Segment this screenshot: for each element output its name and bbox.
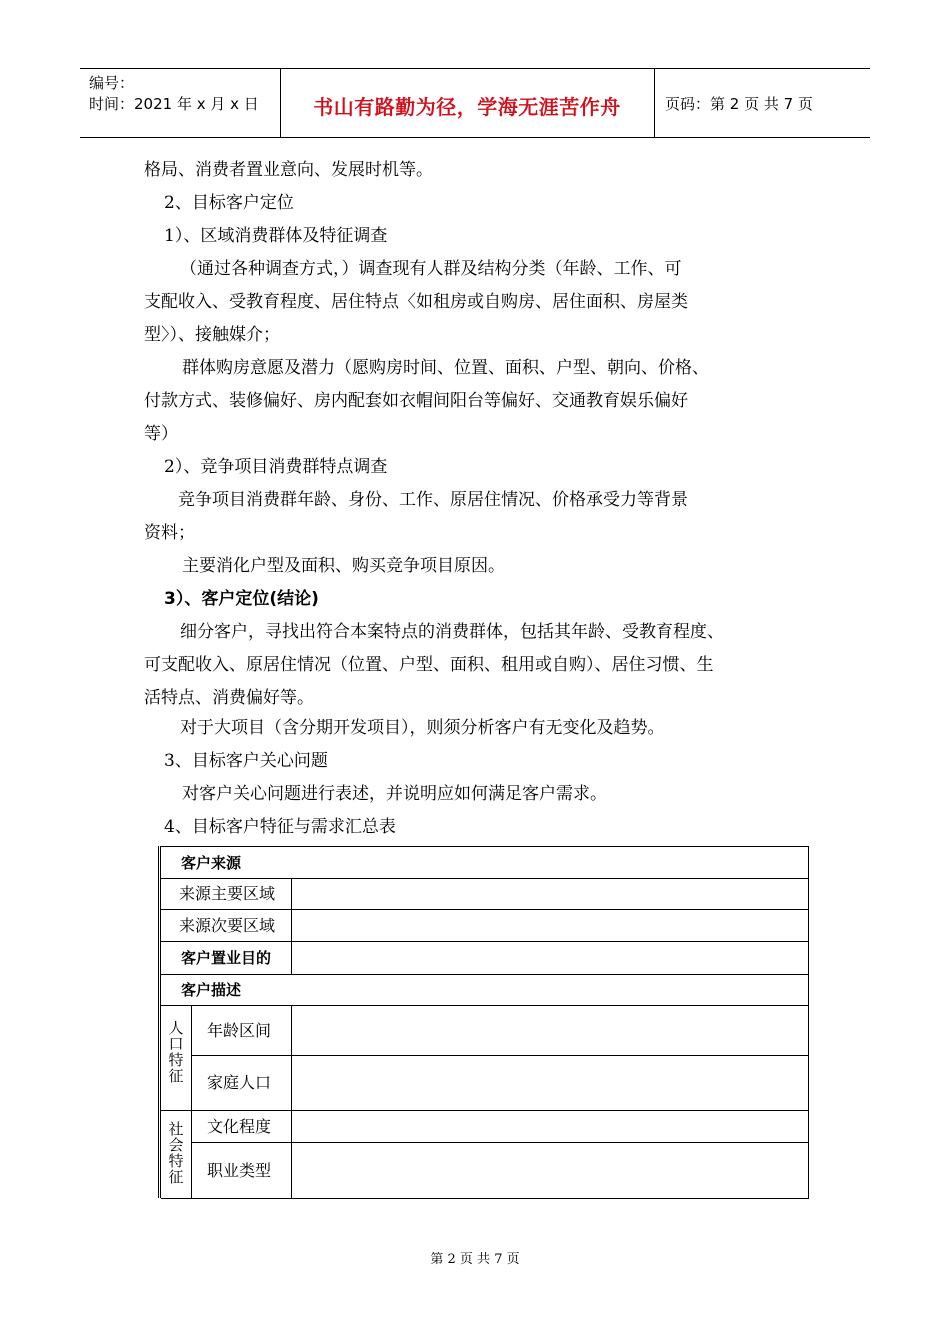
group-label-social: 社会特征: [168, 1120, 184, 1186]
header-motto: 书山有路勤为径，学海无涯苦作舟: [313, 95, 621, 119]
paragraph-line: 对客户关心问题进行表述，并说明应如何满足客户需求。: [182, 784, 607, 804]
paragraph-line: 活特点、消费偏好等。: [144, 688, 314, 708]
subsection-heading: 2）、竞争项目消费群特点调查: [164, 457, 388, 477]
row-label-household-size: 家庭人口: [207, 1073, 272, 1092]
table-border: [161, 1005, 809, 1006]
paragraph-line: 竞争项目消费群年龄、身份、工作、原居住情况、价格承受力等背景: [178, 490, 688, 510]
subsection-heading-bold: 3）、客户定位(结论): [164, 589, 319, 609]
group-label-population: 人口特征: [168, 1019, 184, 1085]
table-border: [161, 974, 809, 975]
paragraph-line: 主要消化户型及面积、购买竞争项目原因。: [182, 556, 505, 576]
paragraph-line: 等）: [144, 424, 178, 444]
table-border: [161, 846, 809, 847]
header-page-number: 页码：第 2 页 共 7 页: [665, 95, 813, 113]
page-footer: 第 2 页 共 7 页: [430, 1252, 520, 1267]
table-header-description: 客户描述: [181, 981, 242, 999]
paragraph-line: 资料；: [144, 523, 195, 543]
paragraph-line: 细分客户，寻找出符合本案特点的消费群体，包括其年龄、受教育程度、: [180, 622, 724, 642]
paragraph-line: 群体购房意愿及潜力（愿购房时间、位置、面积、户型、朝向、价格、: [182, 358, 709, 378]
table-border: [291, 878, 292, 974]
table-header-customer-source: 客户来源: [181, 854, 242, 872]
table-border: [191, 1005, 192, 1198]
paragraph-line: 对于大项目（含分期开发项目），则须分析客户有无变化及趋势。: [180, 718, 665, 738]
section-heading: 3、目标客户关心问题: [164, 751, 328, 771]
row-label-age-range: 年龄区间: [207, 1021, 272, 1040]
paragraph-line: 付款方式、装修偏好、房内配套如衣帽间阳台等偏好、交通教育娱乐偏好: [144, 391, 688, 411]
page-header: [80, 68, 870, 138]
header-page-cell: [655, 69, 870, 137]
header-motto-cell: [280, 69, 655, 137]
row-label-occupation: 职业类型: [207, 1161, 272, 1180]
table-border: [161, 1198, 809, 1199]
paragraph-line: 可支配收入、原居住情况（位置、户型、面积、租用或自购）、居住习惯、生: [144, 655, 714, 675]
row-label-education: 文化程度: [207, 1117, 272, 1136]
table-header-purpose: 客户置业目的: [181, 949, 272, 967]
paragraph-line: （通过各种调查方式，）调查现有人群及结构分类（年龄、工作、可: [180, 259, 682, 279]
subsection-heading: 1）、区域消费群体及特征调查: [164, 226, 388, 246]
table-border: [161, 1110, 809, 1111]
table-border: [808, 846, 809, 1198]
customer-summary-table: [158, 846, 809, 1198]
paragraph-line: 支配收入、受教育程度、居住特点〈如租房或自购房、居住面积、房屋类: [144, 292, 688, 312]
table-border: [191, 1142, 809, 1143]
table-border: [161, 909, 809, 910]
table-border: [191, 1055, 809, 1056]
paragraph-line: 型〉）、接触媒介；: [144, 325, 280, 345]
row-label-secondary-area: 来源次要区域: [179, 916, 276, 935]
section-heading: 2、目标客户定位: [164, 193, 294, 213]
document-time-label: 时间：2021 年 x 月 x 日: [89, 95, 259, 113]
row-label-main-area: 来源主要区域: [179, 884, 276, 903]
section-heading: 4、目标客户特征与需求汇总表: [164, 817, 396, 837]
document-number-label: 编号：: [89, 74, 135, 92]
table-border: [161, 941, 809, 942]
header-info-cell: [80, 69, 281, 137]
table-border: [161, 878, 809, 879]
table-border: [291, 1005, 292, 1198]
paragraph-line: 格局、消费者置业意向、发展时机等。: [144, 160, 433, 180]
